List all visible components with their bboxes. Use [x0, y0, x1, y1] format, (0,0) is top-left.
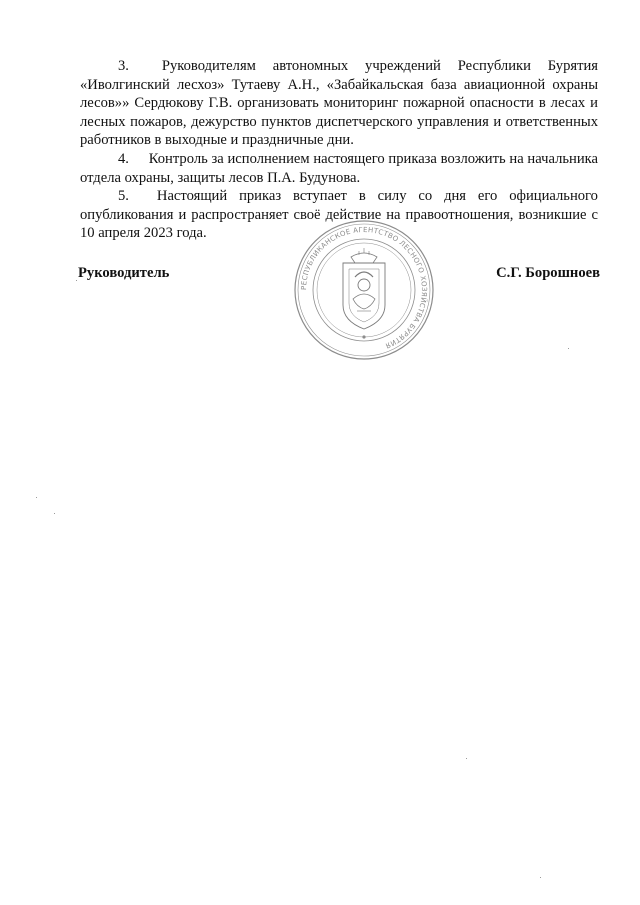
- scan-speck: [568, 348, 569, 349]
- paragraph-text: Настоящий приказ вступает в силу со дня его официального опубликования и распространяет своё действие на правоотношения, возникшие с 10 апреля 2023 года.: [80, 188, 598, 242]
- svg-text:РЕСПУБЛИКАНСКОЕ АГЕНТСТВО ЛЕСН: РЕСПУБЛИКАНСКОЕ АГЕНТСТВО ЛЕСНОГО ХОЗЯЙСТВА БУРЯТИЯ: [299, 225, 429, 350]
- scan-speck: [466, 758, 467, 759]
- scan-speck: [54, 513, 55, 514]
- scan-speck: [540, 877, 541, 878]
- signatory-name: С.Г. Борошноев: [496, 265, 600, 281]
- paragraph-4: [80, 150, 598, 187]
- paragraph-3: [80, 57, 598, 150]
- scan-speck: [76, 280, 77, 281]
- paragraph-text: Контроль за исполнением настоящего приказа возложить на начальника отдела охраны, защиты лесов П.А. Будунова.: [80, 150, 598, 186]
- paragraph-text: Руководителям автономных учреждений Республики Бурятия «Иволгинский лесхоз» Тутаеву А.Н., «Забайкальская база авиационной охраны лесов»» Сердюкову Г.В. организовать мониторинг пожарной опасности в лесах и лесных пожаров, дежурство пунктов диспетчерского управления и ответственных работников в выходные и праздничные дни.: [80, 58, 598, 149]
- document-body: [80, 57, 598, 243]
- coat-of-arms-icon: [343, 248, 385, 329]
- paragraph-number: 4.: [118, 150, 129, 167]
- paragraph-number: 5.: [118, 188, 129, 205]
- official-seal-stamp: [293, 219, 435, 361]
- paragraph-number: 3.: [118, 58, 129, 74]
- signatory-title: Руководитель: [78, 265, 170, 281]
- scan-speck: [36, 497, 37, 498]
